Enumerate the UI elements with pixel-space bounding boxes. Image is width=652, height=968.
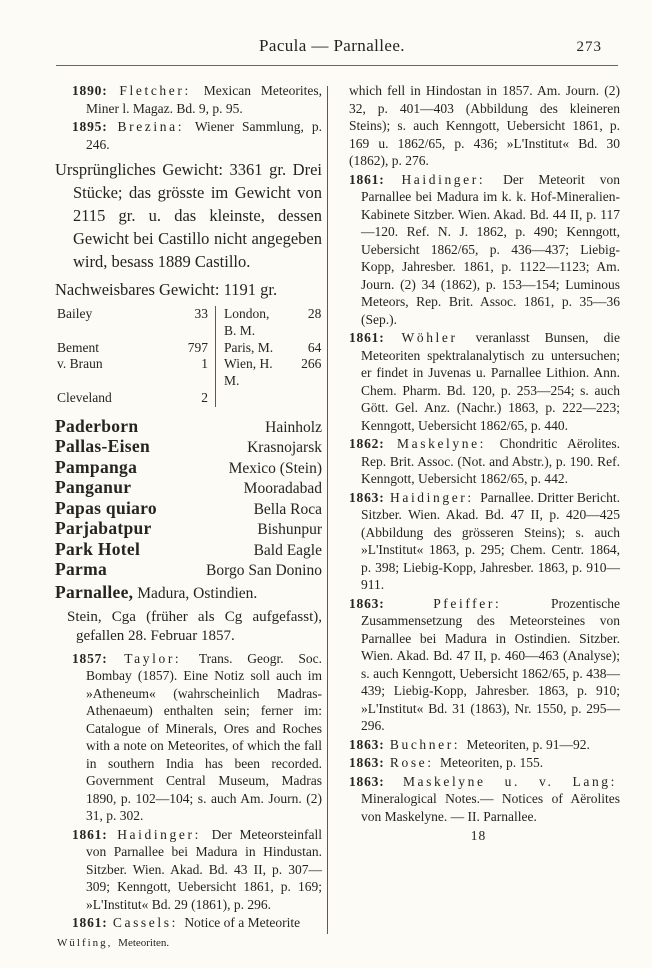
biblio-entry [55, 914, 322, 932]
entry-text: Meteoriten, p. 91—92. [466, 736, 590, 752]
biblio-entry [337, 489, 620, 594]
entry-year: 1863: [349, 489, 385, 505]
footnote-author: Wülfing, [57, 936, 113, 949]
headword: Parnallee, [55, 581, 134, 602]
collection-name: Cleveland [57, 389, 112, 405]
weights-table [57, 306, 321, 407]
entry-text: Der Meteorsteinfall von Parnallee bei Madura in Hindustan. Sitzber. Wien. Akad. Bd. 43 II, p. 307—309; Kenngott, Uebersicht 1861, p. 169; »L'Institut« Bd. 29 (1861), p. 296. [86, 826, 322, 912]
xref-name: Paderborn [55, 415, 139, 436]
xref-name: Park Hotel [55, 538, 141, 559]
entry-author: Maskelyne u. v. Lang: [402, 773, 617, 789]
xref-target: Mexico (Stein) [228, 459, 322, 477]
biblio-entry [55, 118, 322, 153]
entry-text: Mineralogical Notes.— Notices of Aërolites von Maskelyne. — II. Parnallee. [361, 791, 620, 824]
xref-name: Panganur [55, 477, 132, 498]
entry-year: 1863: [349, 736, 385, 752]
entry-author: Taylor: [124, 650, 182, 666]
xref-name: Parjabatpur [55, 518, 152, 539]
weight-value: 266 [301, 356, 322, 372]
xref-target: Bella Roca [253, 500, 322, 518]
entry-text: Wiener Sammlung, p. 246. [86, 119, 323, 152]
biblio-entry [337, 329, 620, 434]
entry-year: 1861: [349, 330, 385, 345]
entry-author: Cassels: [112, 915, 178, 931]
list-item [55, 416, 322, 437]
entry-author: Fletcher: [119, 83, 191, 98]
table-row [57, 390, 321, 407]
original-weight-paragraph: Ursprüngliches Gewicht: 3361 gr. Drei Stücke; das grösste im Gewicht von 2115 gr. u. das kleinste, dessen Gewicht bei Castillo nicht angegeben wird, besass 1889 Castillo. [55, 160, 322, 271]
xref-target: Borgo San Donino [206, 562, 322, 580]
entry-year: 1861: [349, 171, 385, 187]
xref-target: Krasnojarsk [247, 439, 322, 457]
entry-author: Wöhler [401, 330, 458, 345]
entry-text: Chondritic Aërolites. Rep. Brit. Assoc. (Not. and Abstr.), p. 190. Ref. Kenngott, Uebersicht 1862/65, p. 442. [361, 436, 620, 486]
entry-year: 1861: [72, 826, 108, 842]
entry-author: Haidinger: [401, 171, 486, 187]
list-item [55, 436, 322, 457]
weight-value: 64 [307, 339, 322, 355]
running-title: Pacula — Parnallee. [259, 36, 405, 55]
biblio-entry [55, 650, 322, 825]
footnote [57, 937, 322, 949]
headword-locality: Madura, Ostindien. [137, 584, 258, 602]
classification-paragraph: Stein, Cga (früher als Cg aufgefasst), gefallen 28. Februar 1857. [67, 608, 322, 645]
table-row [57, 306, 321, 340]
collection-name: v. Braun [57, 356, 103, 372]
entry-text: Prozentische Zusammensetzung des Meteorsteines von Parnallee bei Madura in Ostindien. Sitzber. Wien. Akad. Bd. 47 II, p. 460—463 (Analyse); s. auch Kenngott, Uebersicht 1862/65, p. 438—439; Liebig-Kopp, Jahresber. 1863, p. 910; »L'Institut« Bd. 31 (1863), Nr. 1550, p. 295—296. [361, 595, 620, 733]
left-column [55, 82, 322, 952]
weight-value [279, 390, 321, 407]
weight-value: 1 [153, 356, 216, 390]
entry-author: Buchner: [389, 736, 461, 752]
entry-text: Notice of a Meteorite [184, 915, 301, 931]
xref-target: Bishunpur [257, 521, 322, 539]
biblio-entry [55, 826, 322, 914]
biblio-entry [337, 171, 620, 329]
entry-year: 1857: [72, 650, 108, 666]
biblio-entry [337, 773, 620, 826]
biblio-entry [337, 595, 620, 735]
entry-author: Pfeiffer: [433, 595, 502, 611]
entry-text: Trans. Geogr. Soc. Bombay (1857). Eine Notiz soll auch im »Atheneum« (wahrscheinlich Madras-Athenaeum) enthalten sein; ferner im: Catalogue of Minerals, Ores and Roches with a note on Meteorites, of which the fall in southern India has been recorded. Government Central Museum, Madras 1890, p. 102—104; s. auch Am. Journ. (2) 31, p. 302. [86, 650, 322, 824]
weight-value: 2 [153, 390, 216, 407]
entry-year: 1890: [72, 83, 108, 98]
headword-line [55, 582, 322, 604]
list-item [55, 477, 322, 498]
list-item [55, 559, 322, 580]
biblio-entry [337, 736, 620, 754]
footnote-work: Meteoriten. [118, 936, 170, 949]
weight-value: 33 [153, 306, 216, 340]
entry-text: Mexican Meteorites, Miner l. Magaz. Bd. 9, p. 95. [86, 83, 322, 116]
entry-year: 1862: [349, 436, 385, 451]
header-rule [56, 65, 618, 66]
biblio-entry [337, 754, 620, 772]
page-header [46, 36, 618, 62]
entry-year: 1895: [72, 119, 108, 134]
list-item [55, 457, 322, 478]
entry-author: Maskelyne: [397, 436, 487, 451]
collection-name: Bement [57, 339, 99, 355]
collection-name: London, B. M. [224, 306, 270, 338]
collection-name: Wien, H. M. [224, 356, 273, 389]
xref-name: Papas quiaro [55, 497, 157, 518]
table-row [57, 340, 321, 357]
collection-name: Bailey [57, 306, 93, 321]
list-item [55, 498, 322, 519]
entry-year: 1861: [72, 915, 108, 931]
table-row [57, 356, 321, 390]
list-item [55, 539, 322, 560]
weight-value: 28 [307, 306, 322, 321]
biblio-entry [337, 435, 620, 488]
entry-text: Der Meteorit von Parnallee bei Madura im k. k. Hof-Mineralien-Kabinete Sitzber. Wien. Akad. Bd. 44 II, p. 117—120. Ref. N. J. 1862, p. 490; Kenngott, Uebersicht 1862/65, p. 436—437; Liebig-Kopp, Jahresber. 1861, p. 1122—1123; Am. Journ. (2) 34 (1862), p. 153—154; Luminous Meteors, Rep. Brit. Assoc. 1861, p. 35—36 (Sep.). [361, 171, 621, 327]
verifiable-weight-paragraph: Nachweisbares Gewicht: 1191 gr. [55, 280, 278, 299]
page-number: 273 [576, 39, 602, 55]
xref-name: Pallas-Eisen [55, 436, 150, 457]
text-columns [55, 82, 620, 952]
xref-name: Parma [55, 559, 108, 580]
collection-name: Paris, M. [224, 339, 274, 355]
xref-target: Hainholz [265, 418, 322, 436]
entry-year: 1863: [349, 773, 385, 789]
signature-mark: 18 [470, 828, 487, 843]
collection-name [216, 390, 279, 407]
right-column [328, 82, 620, 952]
list-item [55, 518, 322, 539]
entry-author: Brezina: [117, 119, 185, 134]
continuation-paragraph: which fell in Hindostan in 1857. Am. Journ. (2) 32, p. 401—403 (Abbildung des kleineren Steins); s. auch Kenngott, Uebersicht 1861, p. 169 u. 1862/65, p. 436; »L'Institut« Bd. 30 (1862), p. 276. [349, 83, 620, 168]
entry-author: Rose: [389, 755, 434, 770]
xref-target: Mooradabad [243, 480, 322, 498]
entry-year: 1863: [349, 595, 385, 611]
entry-text: Meteoriten, p. 155. [440, 755, 544, 770]
xref-target: Bald Eagle [253, 541, 322, 559]
weight-value: 797 [153, 340, 216, 357]
biblio-entry [55, 82, 322, 117]
entry-text: veranlasst Bunsen, die Meteoriten spektralanalytisch zu untersuchen; er findet in Juvenas u. Parnallee Lithion. Ann. Chem. Pharm. Bd. 120, p. 253—254; s. auch Gött. Gel. Anz. (Nachr.) 1863, p. 222—223; Kenngott, Uebersicht 1862/65, p. 440. [361, 330, 620, 433]
entry-text: Parnallee. Dritter Bericht. Sitzber. Wien. Akad. Bd. 47 II, p. 420—425 (Abbildung des grösseren Steins); s. auch »L'Institut« 1863, p. 295; Chem. Centr. 1864, p. 398; Liebig-Kopp, Jahresber. 1863, p. 910—911. [361, 489, 620, 592]
xref-name: Pampanga [55, 456, 138, 477]
cross-reference-list [55, 416, 322, 580]
entry-author: Haidinger: [117, 826, 201, 842]
entry-author: Haidinger: [390, 489, 474, 505]
entry-year: 1863: [349, 755, 385, 770]
